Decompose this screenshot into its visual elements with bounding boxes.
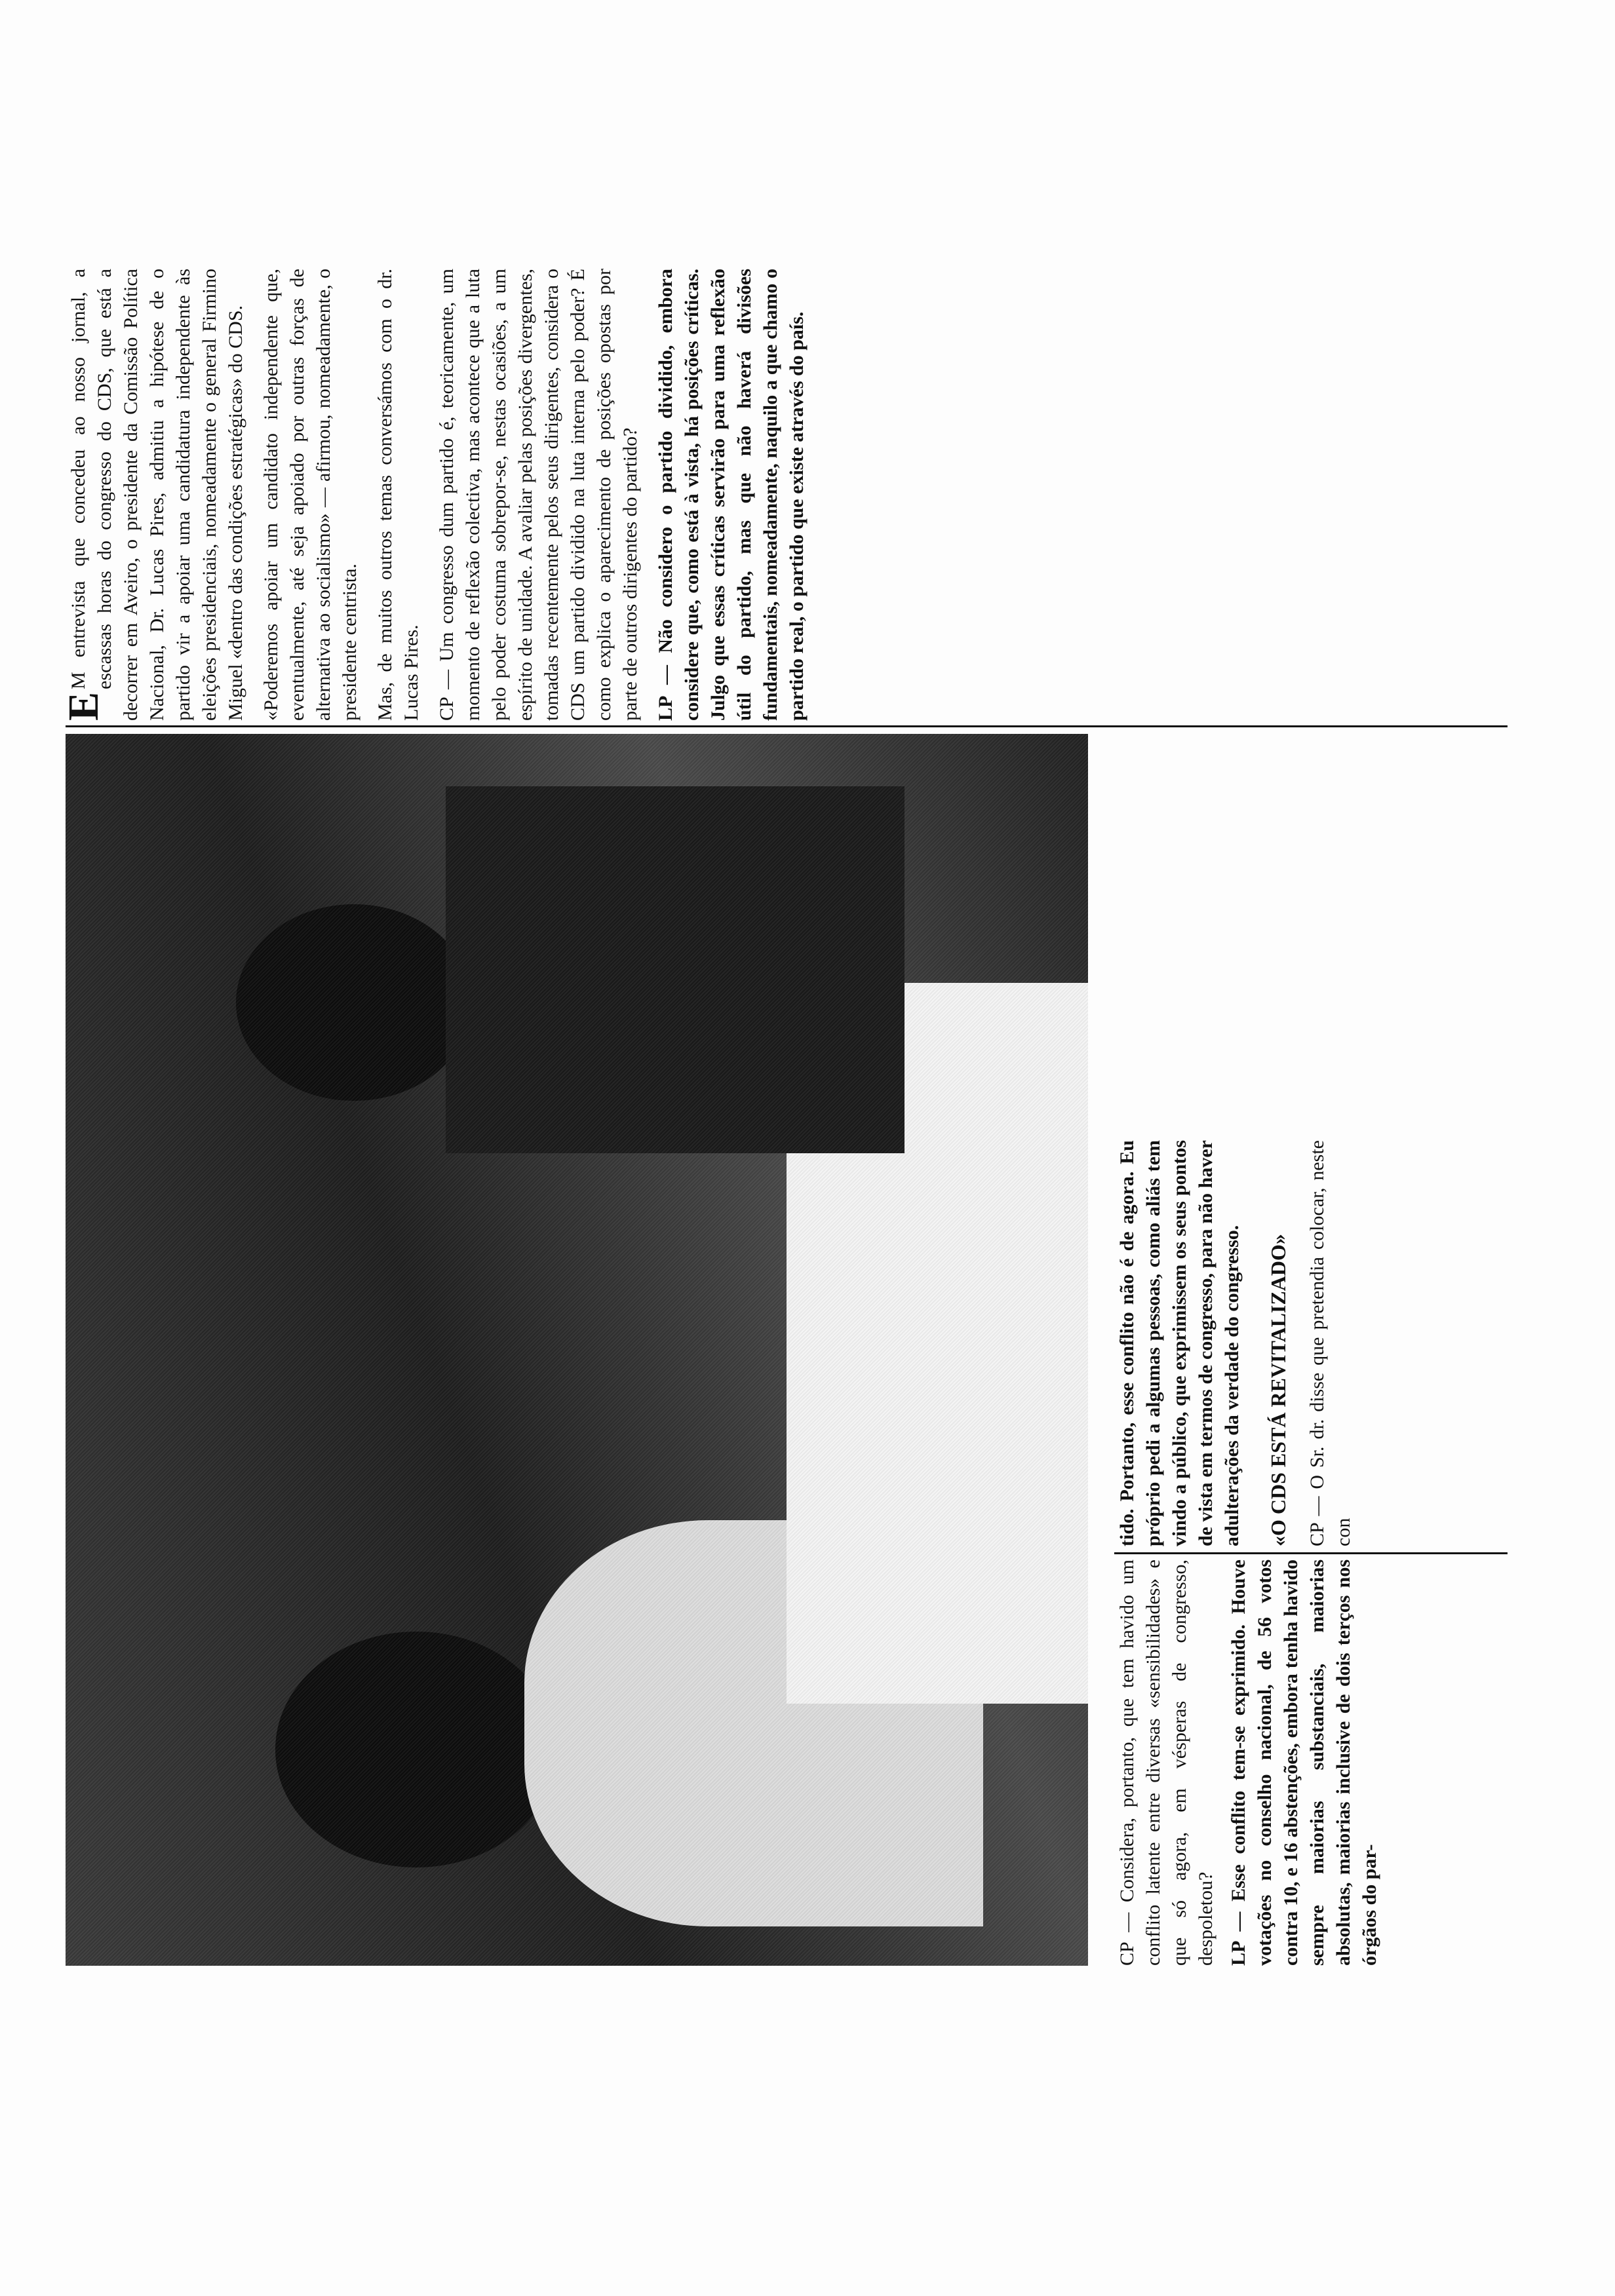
drop-cap: E — [60, 691, 107, 721]
paragraph: Mas, de muitos outros temas conversámos com o dr. Lucas Pires. — [374, 269, 422, 721]
quote-paragraph: «Poderemos apoiar um candidato independente que, eventualmente, até seja apoiado por outras forças de alternativa ao socialismo» — afirmou, nomeadamente, o presidente centrista. — [260, 269, 360, 721]
column-rule — [66, 725, 1508, 727]
newspaper-clipping — [60, 262, 1508, 1966]
answer-paragraph: LP — Esse conflito tem-se exprimido. Houve votações no conselho nacional, de 56 votos contra 10, e 16 abstenções, embora tenha havido sempre maiorias substanciais, maiorias absolutas, maiorias inclusive de dois terços nos órgãos do par- — [1228, 1559, 1380, 1966]
answer-paragraph: LP — Não considero o partido dividido, embora considere que, como está à vista, há posições críticas. Julgo que essas críticas servirão para uma reflexão útil do partido, mas que não haverá divisões fundamentais, nomeadamente, naquilo a que chamo o partido real, o partido que existe através do país. — [655, 269, 808, 721]
subheading: «O CDS ESTÁ REVITALIZADO» — [1266, 1234, 1290, 1546]
column-rule — [1114, 1552, 1508, 1554]
answer-paragraph: tido. Portanto, esse conflito não é de agora. Eu próprio pedi a algumas pessoas, como aliás tem vindo a público, que exprimissem os seus pontos de vista em termos de congresso, para não haver adulterações da verdade do congresso. — [1116, 1140, 1243, 1546]
interview-photo — [66, 734, 1088, 1966]
question-paragraph: CP — Considera, portanto, que tem havido um conflito latente entre diversas «sensibilidades» e que só agora, em vésperas de congresso, despoletou? — [1116, 1559, 1216, 1966]
article-intro — [60, 269, 1508, 721]
lead-paragraph: E M entrevista que concedeu ao nosso jornal, a escassas horas do congresso do CDS, que está a decorrer em Aveiro, o presidente da Comissão Política Nacional, Dr. Lucas Pires, admitiu a hipótese de o partido vir a apoiar uma candidatura independente às eleições presidenciais, nomeadamente o general Firmino Miguel «dentro das condições estratégicas» do CDS. — [60, 269, 246, 721]
question-paragraph: CP — Um congresso dum partido é, teoricamente, um momento de reflexão colectiva, mas acontece que a luta pelo poder costuma sobrepor-se, nestas ocasiões, a um espírito de unidade. A avaliar pelas posições divergentes, tomadas recentemente pelos seus dirigentes, considera o CDS um partido dividido na luta interna pelo poder? É como explica o aparecimento de posições opostas por parte de outros dirigentes do partido? — [436, 269, 641, 721]
column-1 — [1114, 1559, 1390, 1966]
question-paragraph: CP — O Sr. dr. disse que pretendia colocar, neste con — [1306, 1140, 1354, 1546]
column-2 — [1114, 1140, 1363, 1546]
